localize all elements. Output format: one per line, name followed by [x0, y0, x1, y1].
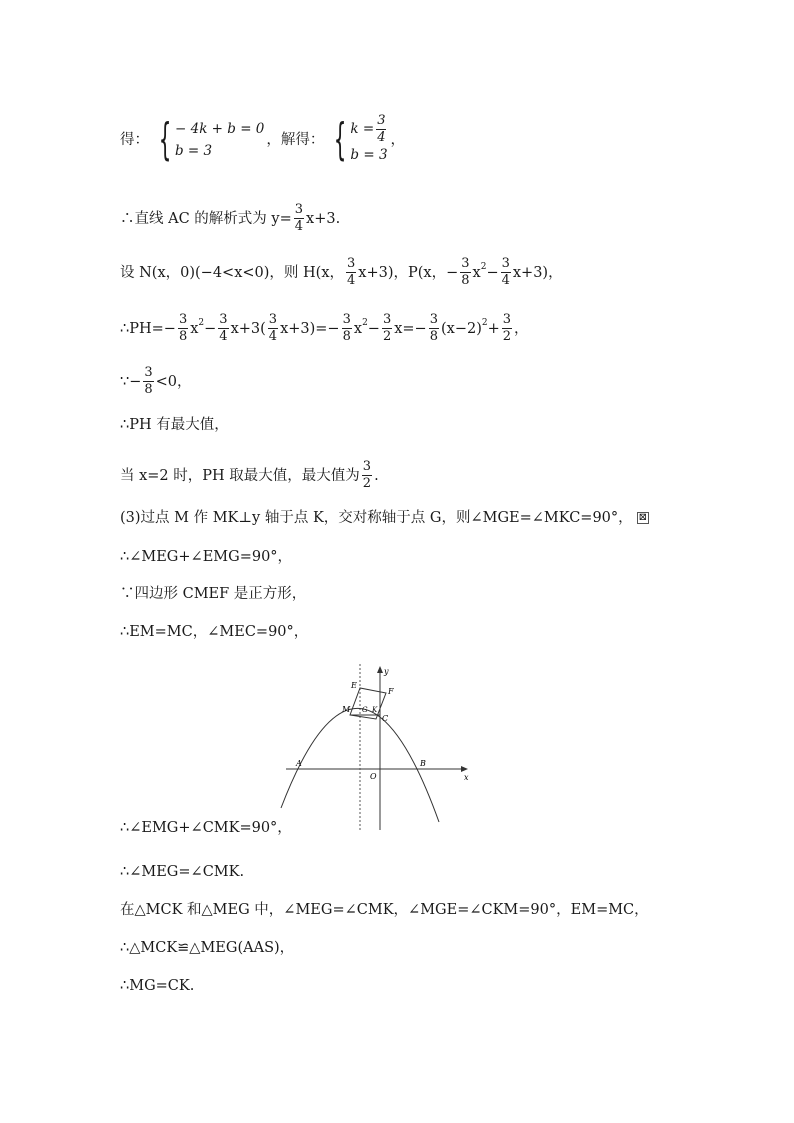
- text-segment: ∴∠MEG+∠EMG=90°，: [120, 549, 293, 565]
- text-segment: x: [472, 264, 481, 281]
- placeholder-glyph-icon: ⊠: [638, 512, 648, 523]
- text-segment: x+3)，: [512, 264, 563, 281]
- label-m: M: [342, 705, 351, 714]
- text-segment: x+3.: [306, 210, 341, 227]
- text-segment: ∴PH 有最大值，: [120, 417, 229, 433]
- label-x: x: [464, 773, 469, 782]
- text-segment: −: [204, 320, 217, 337]
- text-segment: ∴EM=MC，∠MEC=90°，: [120, 624, 309, 640]
- conclusion-line: [120, 976, 194, 996]
- text-segment: x: [190, 320, 199, 337]
- fraction: $\frac{3}{4}$: [294, 202, 304, 234]
- ph-has-max-line: [120, 415, 229, 435]
- text-segment: +: [487, 320, 500, 337]
- fraction: $\frac{3}{8}$: [429, 312, 438, 344]
- superscript: 2: [362, 317, 368, 328]
- text-segment: 设 N(x，0)(−4<x<0)，则 H(x，: [120, 264, 344, 281]
- comma: ，: [390, 132, 405, 148]
- label-c: C: [382, 714, 389, 723]
- fraction: $\frac{3}{8}$: [461, 256, 470, 288]
- ph-expression-line: [120, 313, 529, 344]
- text-segment: ∵四边形 CMEF 是正方形，: [120, 586, 307, 602]
- fraction: $\frac{3}{4}$: [347, 256, 356, 288]
- label-e: E: [351, 681, 357, 690]
- label-f: F: [388, 687, 394, 696]
- text-segment: ∴∠MEG=∠CMK.: [120, 864, 245, 880]
- text-segment: <0，: [155, 373, 192, 390]
- text-segment: x: [353, 320, 363, 337]
- angle-sum-line-2: [120, 818, 292, 838]
- fraction: $\frac{3}{8}$: [178, 312, 188, 344]
- solve-system-line: [120, 114, 405, 166]
- text-segment: ∴PH=−: [120, 320, 176, 337]
- text-segment: ∴△MCK≌△MEG(AAS)，: [120, 940, 295, 956]
- fraction: $\frac{3}{4}$: [268, 312, 278, 344]
- fraction: $\frac{3}{8}$: [342, 312, 351, 344]
- equation-system-1: [151, 114, 265, 165]
- superscript: 2: [198, 317, 205, 328]
- set-points-line: [120, 257, 563, 288]
- text-segment: ∴MG=CK.: [120, 978, 195, 994]
- left-brace: {: [334, 114, 347, 165]
- text-segment: ∵−: [120, 373, 142, 390]
- square-cmef: [350, 688, 386, 719]
- text-segment: x+3(: [230, 320, 266, 337]
- x-axis-arrow-icon: [461, 766, 468, 772]
- text-segment: −: [486, 264, 499, 281]
- text-jiede: ，解得：: [266, 132, 325, 148]
- square-line: [120, 584, 306, 604]
- equation-row: b = 3: [175, 143, 213, 159]
- equation-system-2: [326, 114, 388, 166]
- text-segment: x+3)=−: [280, 320, 340, 337]
- text-segment: .: [374, 467, 379, 484]
- equation-row: b = 3: [350, 147, 388, 163]
- text-segment: ，: [514, 320, 529, 337]
- angle-equal-line: [120, 862, 244, 882]
- text-segment: x=−: [394, 320, 427, 337]
- k-equals: k =: [350, 121, 375, 137]
- parabola-figure: [278, 662, 474, 832]
- fraction: $\frac{3}{4}$: [219, 312, 228, 344]
- fraction: $\frac{3}{2}$: [382, 312, 392, 344]
- equation-row: − 4k + b = 0: [175, 121, 265, 137]
- text-segment: x+3)，P(x，−: [358, 264, 459, 281]
- fraction: $\frac{3}{2}$: [362, 459, 372, 491]
- text-segment: (x−2): [441, 320, 482, 337]
- congruence-line: [120, 938, 294, 958]
- superscript: 2: [481, 317, 488, 328]
- label-b: B: [420, 759, 426, 768]
- em-mc-line: [120, 622, 308, 642]
- part3-line: [120, 508, 649, 528]
- fraction: $\frac{3}{4}$: [501, 256, 510, 288]
- text-de: 得：: [120, 132, 149, 148]
- text-segment: ∴∠EMG+∠CMK=90°，: [120, 820, 292, 836]
- equation-row: [350, 114, 388, 144]
- text-segment: ∴直线 AC 的解析式为 y=: [120, 210, 292, 227]
- label-g: G: [362, 706, 368, 714]
- text-segment: −: [367, 320, 380, 337]
- y-axis-arrow-icon: [377, 666, 383, 673]
- fraction: $\frac{3}{4}$: [377, 112, 386, 145]
- max-value-line: [120, 460, 379, 491]
- label-k: K: [372, 706, 378, 714]
- text-segment: 当 x=2 时，PH 取最大值，最大值为: [120, 467, 360, 484]
- angle-sum-line: [120, 547, 292, 567]
- superscript: 2: [480, 261, 487, 272]
- fraction: $\frac{3}{8}$: [144, 365, 153, 397]
- left-brace: {: [158, 114, 172, 165]
- line-ac-expression: [120, 203, 340, 234]
- text-segment: 在△MCK 和△MEG 中，∠MEG=∠CMK，∠MGE=∠CKM=90°，EM=MC，: [120, 902, 649, 918]
- label-a: A: [296, 759, 302, 768]
- fraction: $\frac{3}{2}$: [502, 312, 512, 344]
- triangle-compare-line: [120, 900, 649, 920]
- label-o: O: [370, 772, 377, 781]
- label-y: y: [384, 667, 389, 676]
- text-segment: (3)过点 M 作 MK⊥y 轴于点 K，交对称轴于点 G，则∠MGE=∠MKC=90°，: [120, 510, 633, 526]
- coefficient-negative-line: [120, 366, 192, 397]
